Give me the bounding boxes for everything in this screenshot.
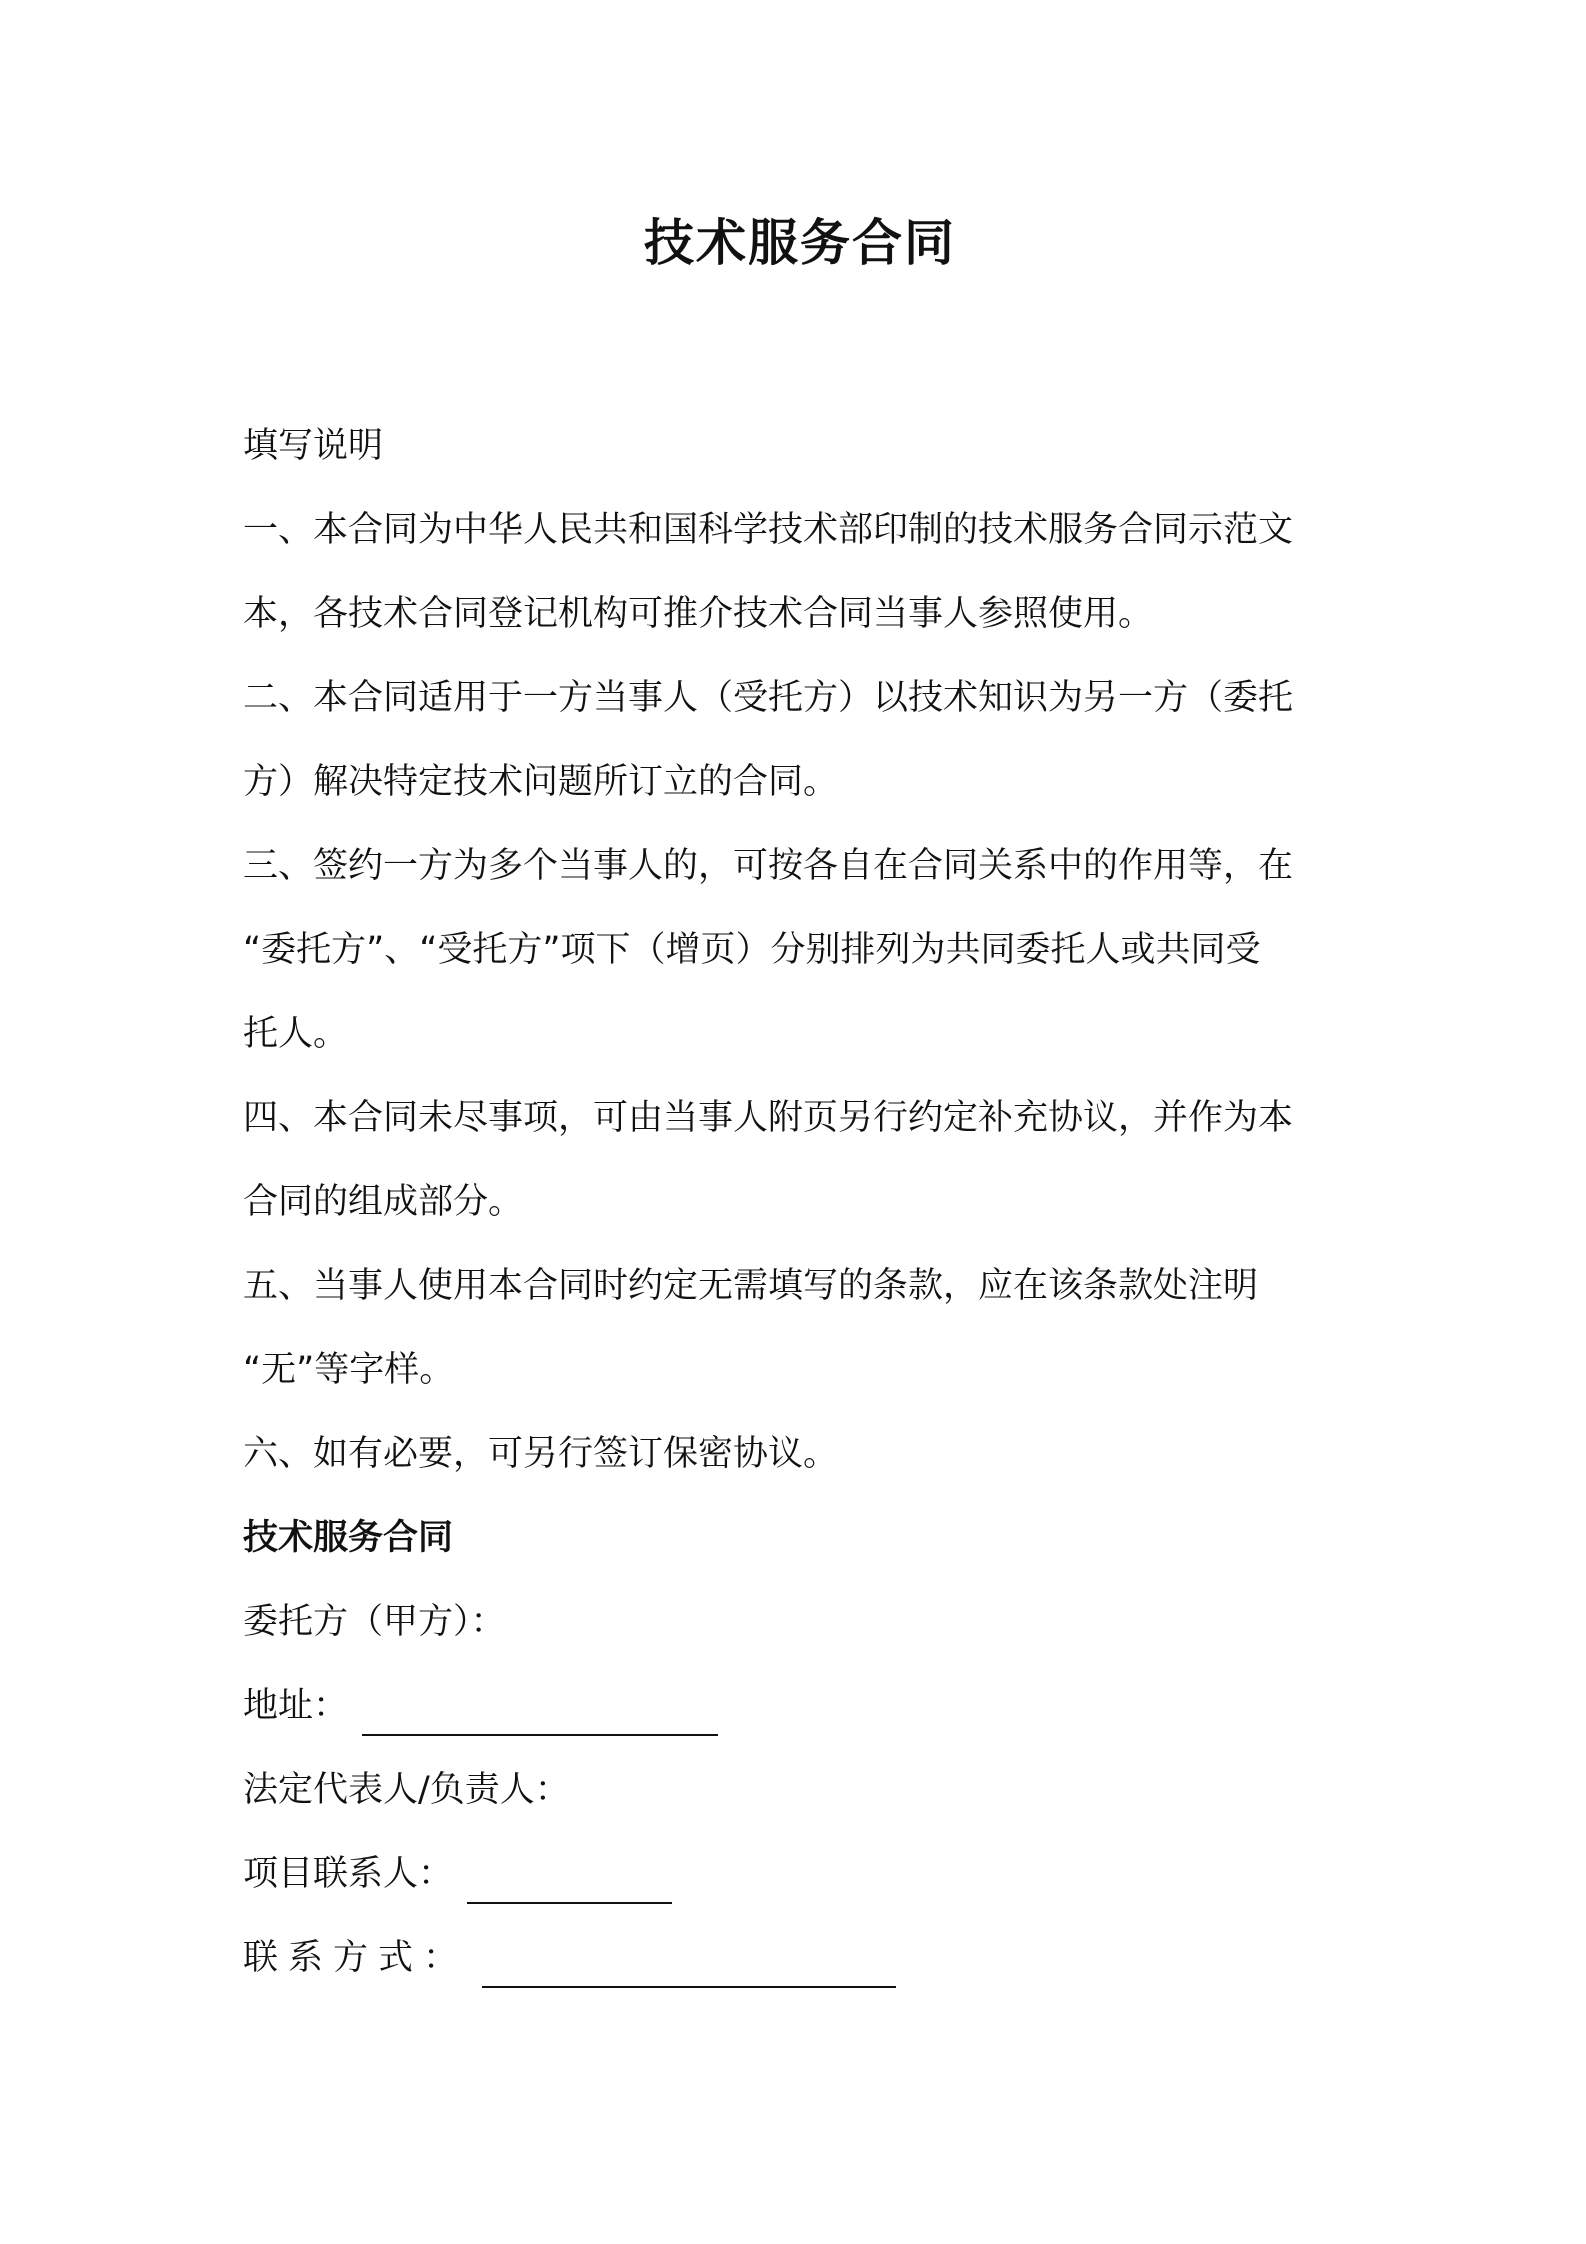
- instruction-item-6: [243, 1412, 1363, 1496]
- document-title: 技术服务合同: [644, 214, 956, 272]
- address-blank-line[interactable]: [362, 1694, 718, 1736]
- contact-method-label: 联系方式：: [243, 1938, 469, 1978]
- project-contact-blank-line[interactable]: [467, 1862, 672, 1904]
- instruction-line: 方）解决特定技术问题所订立的合同。: [243, 762, 839, 802]
- instruction-line: 二、本合同适用于一方当事人（受托方）以技术知识为另一方（委托: [243, 678, 1294, 718]
- instruction-line: “无”等字样。: [243, 1350, 455, 1390]
- instruction-line: 托人。: [243, 1014, 349, 1054]
- instruction-line: 三、签约一方为多个当事人的，可按各自在合同关系中的作用等，在: [243, 846, 1294, 886]
- contract-subtitle: 技术服务合同: [243, 1518, 454, 1558]
- address-field-row: [243, 1664, 1363, 1748]
- instruction-line: 一、本合同为中华人民共和国科学技术部印制的技术服务合同示范文: [243, 510, 1294, 550]
- contact-method-field-row: [243, 1916, 1363, 2000]
- legal-rep-label: 法定代表人/负责人：: [243, 1770, 570, 1810]
- contact-method-blank-line[interactable]: [482, 1946, 896, 1988]
- client-label: 委托方（甲方）：: [243, 1602, 506, 1642]
- project-contact-field-row: [243, 1832, 1363, 1916]
- instructions-heading: 填写说明: [243, 426, 384, 466]
- instruction-item-4: [243, 1076, 1363, 1244]
- document-body: [243, 404, 1363, 2000]
- instruction-item-3: [243, 824, 1363, 1076]
- address-label: 地址：: [243, 1686, 349, 1726]
- instruction-item-1: [243, 488, 1363, 656]
- instruction-item-2: [243, 656, 1363, 824]
- instruction-item-5: [243, 1244, 1363, 1412]
- client-field-row: [243, 1580, 1363, 1664]
- instruction-line: 合同的组成部分。: [243, 1182, 524, 1222]
- project-contact-label: 项目联系人：: [243, 1854, 454, 1894]
- instruction-line: 本，各技术合同登记机构可推介技术合同当事人参照使用。: [243, 594, 1154, 634]
- instruction-line: 六、如有必要，可另行签订保密协议。: [243, 1434, 839, 1474]
- instruction-line: 四、本合同未尽事项，可由当事人附页另行约定补充协议，并作为本: [243, 1098, 1294, 1138]
- instruction-line: “委托方”、“受托方”项下（增页）分别排列为共同委托人或共同受: [243, 930, 1261, 970]
- instruction-line: 五、当事人使用本合同时约定无需填写的条款，应在该条款处注明: [243, 1266, 1259, 1306]
- legal-rep-field-row: [243, 1748, 1363, 1832]
